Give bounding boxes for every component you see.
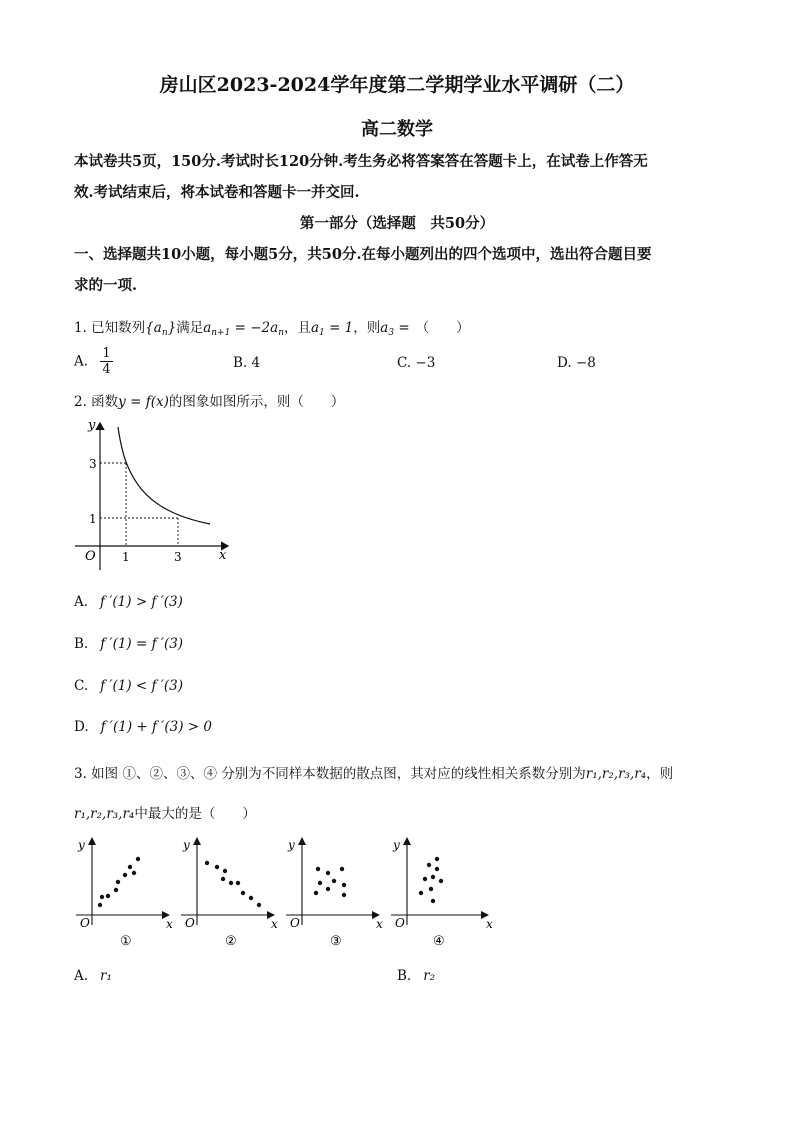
svg-text:O: O bbox=[80, 916, 90, 930]
q2-function-graph bbox=[70, 415, 240, 575]
svg-text:y: y bbox=[393, 838, 400, 852]
question-3-line-1: 3. 如图 ①、②、③、④ 分别为不同样本数据的散点图，其对应的线性相关系数分别为r₁,r₂,r₃,r₄，则 bbox=[74, 766, 674, 782]
question-2-stem: 2. 函数y = f(x)的图象如图所示，则（ ） bbox=[74, 394, 345, 410]
q2-function: y = f(x) bbox=[118, 394, 169, 410]
svg-text:x: x bbox=[166, 917, 173, 931]
svg-text:O: O bbox=[395, 916, 405, 930]
q2-option-d: D. f ′(1) + f ′(3) > 0 bbox=[74, 719, 212, 735]
q1-option-a-denominator: 4 bbox=[102, 362, 111, 377]
notice-line-1: 本试卷共5页，150分.考试时长120分钟.考生务必将答案答在答题卡上，在试卷上作答无 bbox=[74, 153, 648, 170]
q2-x-label: x bbox=[219, 548, 227, 563]
question-3-line-2: r₁,r₂,r₃,r₄中最大的是（ ） bbox=[74, 806, 256, 822]
q1-initial: $a_1 = 1$ bbox=[310, 320, 354, 338]
q2-tick-x3: 3 bbox=[174, 550, 182, 564]
q2-tick-x1: 1 bbox=[122, 550, 130, 564]
section-one-line-2: 求的一项. bbox=[74, 277, 138, 294]
scatter-plot-4 bbox=[385, 835, 500, 953]
q1-option-b: B. 4 bbox=[233, 355, 261, 371]
svg-text:x: x bbox=[376, 917, 383, 931]
q3-option-a: A. r₁ bbox=[74, 968, 112, 984]
part-one-heading: 第一部分（选择题 共50分） bbox=[299, 215, 495, 232]
q2-y-label: y bbox=[88, 418, 96, 433]
q1-option-a-numerator: 1 bbox=[102, 346, 111, 361]
q1-sequence: $\{a_n\}$ bbox=[145, 320, 177, 338]
scatter-plot-1-label: ① bbox=[120, 934, 132, 949]
q3-scatter-plots bbox=[70, 835, 500, 953]
q1-text-3: ，且 bbox=[283, 320, 311, 336]
svg-text:x: x bbox=[271, 917, 278, 931]
q1-text-4: ，则 bbox=[353, 320, 381, 336]
scatter-plot-3 bbox=[280, 835, 385, 953]
q2-option-b: B. f ′(1) = f ′(3) bbox=[74, 636, 184, 652]
svg-text:O: O bbox=[290, 916, 300, 930]
q1-paren: （ ） bbox=[415, 320, 470, 336]
q1-option-d: D. −8 bbox=[557, 355, 596, 371]
q1-text-2: 满足 bbox=[176, 320, 204, 336]
q2-tick-y1: 1 bbox=[89, 512, 97, 526]
scatter-plot-2-label: ② bbox=[225, 934, 237, 949]
svg-text:x: x bbox=[486, 917, 493, 931]
exam-title: 房山区2023-2024学年度第二学期学业水平调研（二） bbox=[159, 74, 635, 96]
notice-line-2: 效.考试结束后，将本试卷和答题卡一并交回. bbox=[74, 184, 360, 201]
q2-tick-y3: 3 bbox=[89, 457, 97, 471]
q3-vars-1: r₁,r₂,r₃,r₄ bbox=[585, 766, 647, 782]
q1-recurrence: $a_{n+1} = -2a_n$ bbox=[203, 320, 284, 338]
svg-text:y: y bbox=[78, 838, 85, 852]
q2-origin-label: O bbox=[85, 549, 96, 564]
q1-target: $a_3$ = bbox=[380, 320, 410, 338]
scatter-plot-1 bbox=[70, 835, 175, 953]
q3-option-b: B. r₂ bbox=[397, 968, 436, 984]
question-1-stem bbox=[74, 316, 470, 338]
svg-text:y: y bbox=[183, 838, 190, 852]
scatter-plot-4-label: ④ bbox=[433, 934, 445, 949]
section-one-line-1: 一、选择题共10小题，每小题5分，共50分.在每小题列出的四个选项中，选出符合题目要 bbox=[74, 246, 652, 263]
svg-text:O: O bbox=[185, 916, 195, 930]
scatter-plot-2 bbox=[175, 835, 280, 953]
scatter-plot-3-label: ③ bbox=[330, 934, 342, 949]
q2-option-c: C. f ′(1) < f ′(3) bbox=[74, 678, 183, 694]
q2-curve bbox=[118, 427, 210, 524]
svg-text:y: y bbox=[288, 838, 295, 852]
q1-text-1: 1. 已知数列 bbox=[74, 320, 146, 336]
q3-vars-2: r₁,r₂,r₃,r₄ bbox=[74, 806, 135, 822]
q1-option-a: A. $\frac{1}{4}$ bbox=[74, 346, 111, 377]
q2-option-a: A. f ′(1) > f ′(3) bbox=[74, 594, 183, 610]
q1-option-c: C. −3 bbox=[397, 355, 436, 371]
exam-subject: 高二数学 bbox=[361, 119, 433, 140]
